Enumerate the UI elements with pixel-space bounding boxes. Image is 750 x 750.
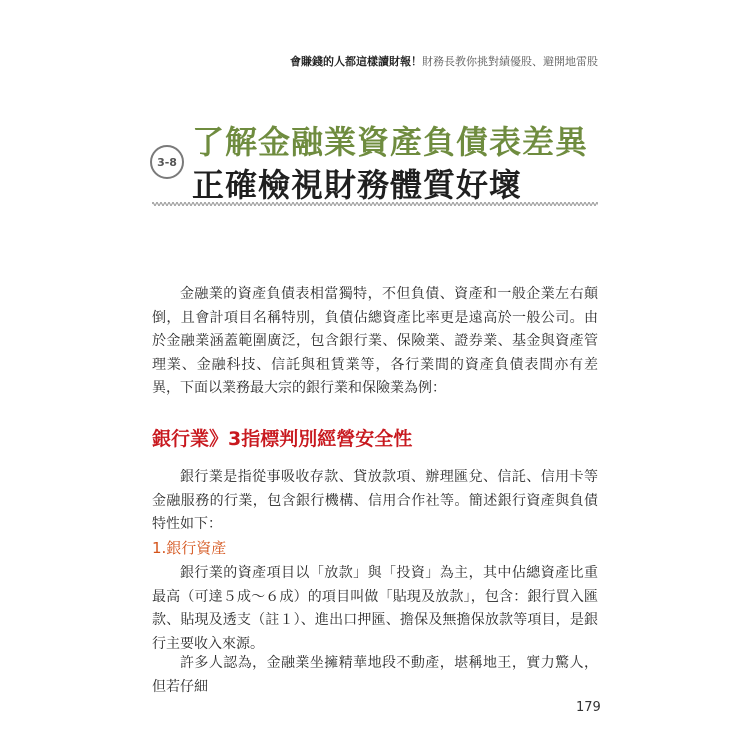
wavy-divider	[152, 200, 598, 208]
section-heading: 銀行業》3指標判別經營安全性	[152, 428, 413, 450]
book-title: 會賺錢的人都這樣讀財報！	[290, 55, 422, 68]
chapter-title-line1: 了解金融業資產負債表差異	[192, 123, 589, 161]
intro-paragraph: 金融業的資產負債表相當獨特，不但負債、資產和一般企業左右顛倒，且會計項目名稱特別，負債佔總資產比率更是遠高於一般公司。由於金融業涵蓋範圍廣泛，包含銀行業、保險業、證券業、基金與資產管理業、金融科技、信託與租賃業等，各行業間的資產負債表間亦有差異，下面以業務最大宗的銀行業和保險業為例：	[152, 286, 598, 396]
page-number: 179	[576, 700, 601, 715]
section-paragraph: 銀行業是指從事吸收存款、貸放款項、辦理匯兌、信託、信用卡等金融服務的行業，包含銀行機構、信用合作社等。簡述銀行資產與負債特性如下：	[152, 469, 598, 532]
running-header	[290, 53, 598, 69]
book-subtitle: 財務長教你挑對績優股、避開地雷股	[422, 55, 598, 68]
chapter-title-line2: 正確檢視財務體質好壞	[192, 166, 523, 204]
sub-paragraph: 銀行業的資產項目以「放款」與「投資」為主，其中佔總資產比重最高（可達５成～６成）的項目叫做「貼現及放款」，包含：銀行買入匯款、貼現及透支（註１）、進出口押匯、擔保及無擔保放款等項目，是銀行主要收入來源。	[152, 565, 598, 652]
sub-heading: 1.銀行資產	[152, 539, 227, 557]
chapter-number-badge: 3-8	[150, 145, 184, 179]
closing-paragraph: 許多人認為，金融業坐擁精華地段不動產，堪稱地王，實力驚人，但若仔細	[152, 655, 598, 695]
